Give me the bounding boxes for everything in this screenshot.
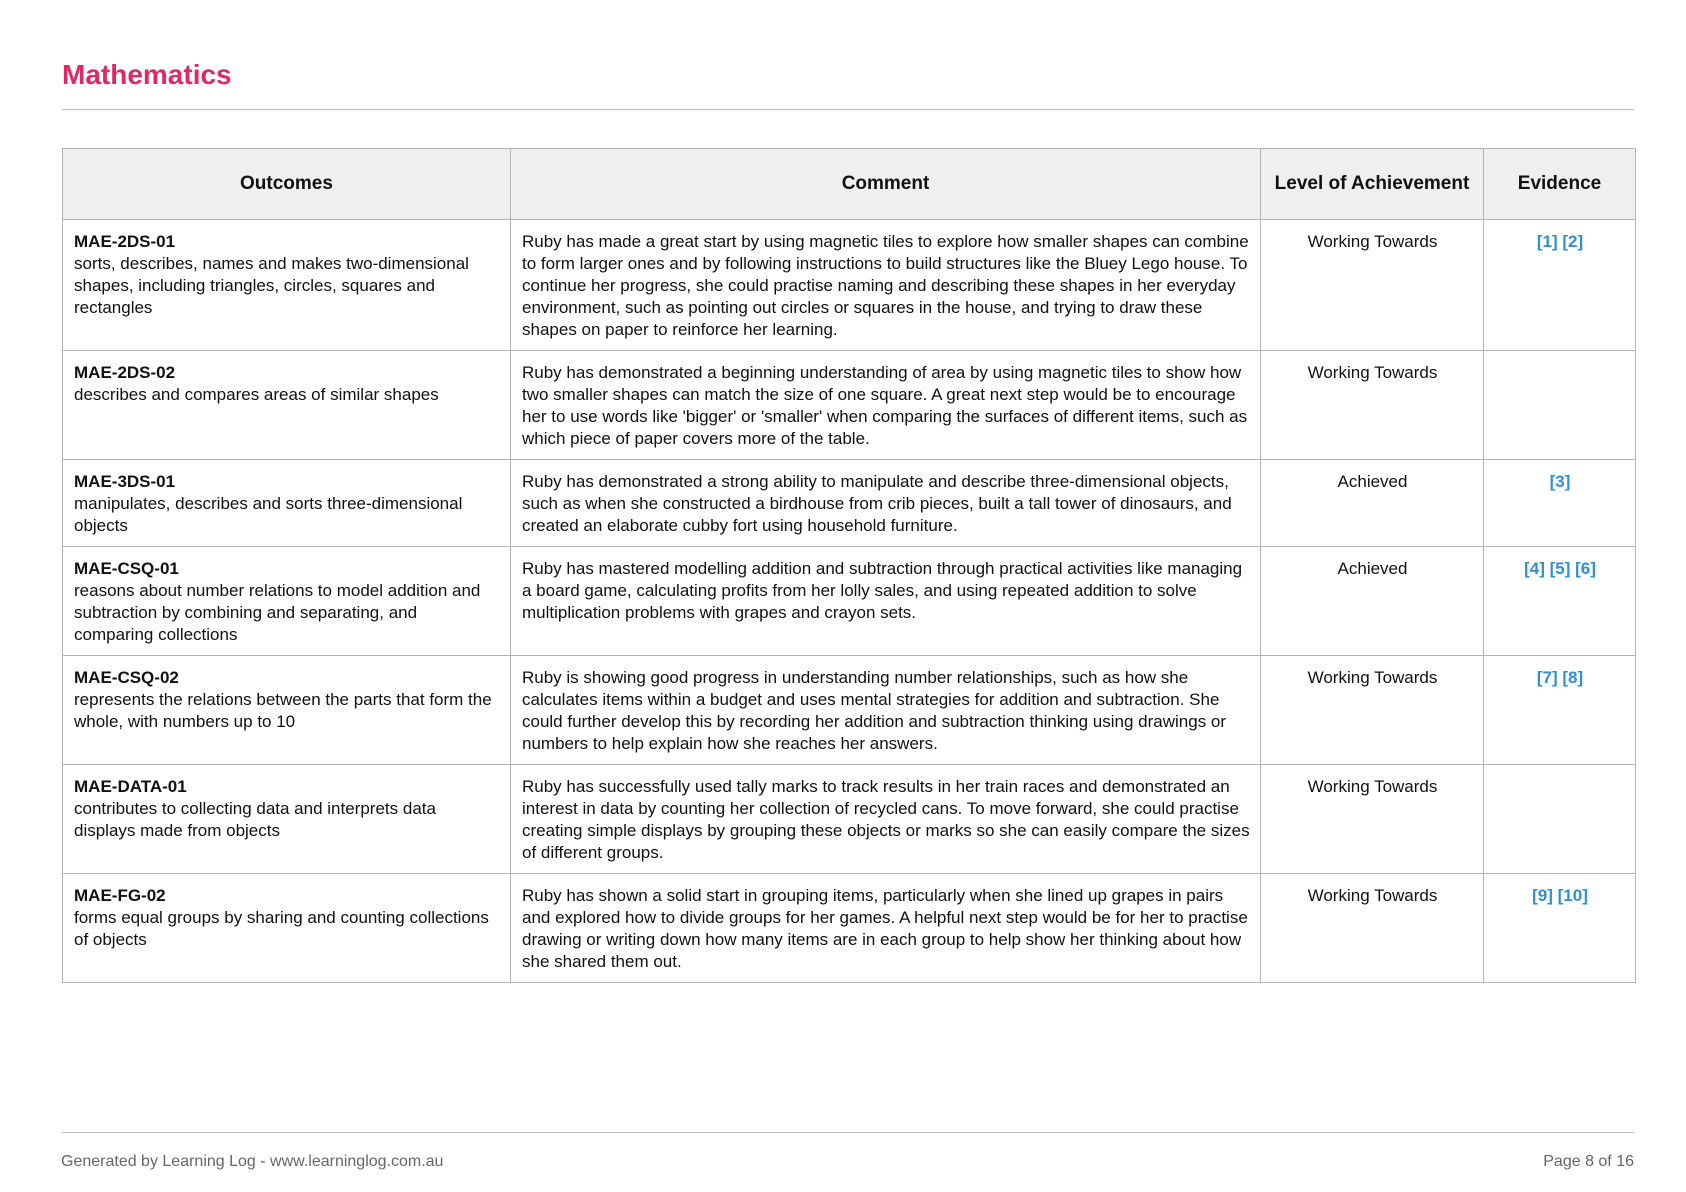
page-title: Mathematics: [62, 59, 232, 90]
evidence-cell: [1484, 351, 1636, 460]
level-of-achievement-cell: Working Towards: [1261, 656, 1484, 765]
outcomes-table: [62, 148, 1636, 983]
evidence-cell: [1484, 874, 1636, 983]
evidence-cell: [1484, 220, 1636, 351]
evidence-link[interactable]: [2]: [1562, 232, 1584, 251]
evidence-link[interactable]: [1]: [1536, 232, 1558, 251]
comment-cell: Ruby has made a great start by using magnetic tiles to explore how smaller shapes can combine to form larger ones and by following instructions to build structures like the Bluey Lego house. To continue her progress, she could practise naming and describing these shapes in her everyday environment, such as pointing out circles or squares in the house, and trying to draw these shapes on paper to reinforce her learning.: [511, 220, 1261, 351]
evidence-link[interactable]: [4]: [1524, 559, 1545, 578]
level-of-achievement-cell: Achieved: [1261, 460, 1484, 547]
footer-divider: [62, 1132, 1634, 1133]
evidence-link[interactable]: [7]: [1536, 668, 1558, 687]
table-row: [63, 220, 1636, 351]
comment-cell: Ruby is showing good progress in understanding number relationships, such as how she calculates items within a budget and uses mental strategies for addition and subtraction. She could further develop this by recording her addition and subtraction thinking using drawings or numbers to help explain how she reaches her answers.: [511, 656, 1261, 765]
outcome-code: MAE-3DS-01: [74, 472, 176, 491]
outcome-description: describes and compares areas of similar shapes: [74, 385, 439, 404]
level-of-achievement-cell: Working Towards: [1261, 220, 1484, 351]
table-row: [63, 765, 1636, 874]
evidence-link[interactable]: [10]: [1557, 886, 1588, 905]
level-of-achievement-cell: Working Towards: [1261, 874, 1484, 983]
evidence-link[interactable]: [6]: [1575, 559, 1596, 578]
outcome-cell: [63, 547, 511, 656]
outcome-code: MAE-2DS-02: [74, 363, 176, 382]
evidence-cell: [1484, 460, 1636, 547]
outcome-code: MAE-CSQ-02: [74, 668, 179, 687]
outcome-description: reasons about number relations to model addition and subtraction by combining and separating, and comparing collections: [74, 581, 481, 644]
header-outcomes: Outcomes: [63, 149, 511, 220]
outcome-cell: [63, 460, 511, 547]
outcome-code: MAE-DATA-01: [74, 777, 187, 796]
evidence-cell: [1484, 656, 1636, 765]
header-level-of-achievement: Level of Achievement: [1261, 149, 1484, 220]
outcome-cell: [63, 351, 511, 460]
outcome-code: MAE-2DS-01: [74, 232, 176, 251]
level-of-achievement-cell: Achieved: [1261, 547, 1484, 656]
comment-cell: Ruby has demonstrated a strong ability to manipulate and describe three-dimensional objects, such as when she constructed a birdhouse from crib pieces, built a tall tower of dinosaurs, and created an elaborate cubby fort using household furniture.: [511, 460, 1261, 547]
outcome-cell: [63, 874, 511, 983]
comment-cell: Ruby has successfully used tally marks to track results in her train races and demonstrated an interest in data by counting her collection of recycled cans. To move forward, she could practise creating simple displays by grouping these objects or marks so she can easily compare the sizes of different groups.: [511, 765, 1261, 874]
evidence-cell: [1484, 547, 1636, 656]
table-row: [63, 547, 1636, 656]
level-of-achievement-cell: Working Towards: [1261, 765, 1484, 874]
evidence-link[interactable]: [8]: [1562, 668, 1584, 687]
header-comment: Comment: [511, 149, 1261, 220]
outcome-description: sorts, describes, names and makes two-dimensional shapes, including triangles, circles, squares and rectangles: [74, 254, 469, 317]
table-header-row: [63, 149, 1636, 220]
outcome-description: contributes to collecting data and interprets data displays made from objects: [74, 799, 436, 840]
table-row: [63, 351, 1636, 460]
table-row: [63, 656, 1636, 765]
comment-cell: Ruby has demonstrated a beginning understanding of area by using magnetic tiles to show how two smaller shapes can match the size of one square. A great next step would be to encourage her to use words like 'bigger' or 'smaller' when comparing the surfaces of different items, such as which piece of paper covers more of the table.: [511, 351, 1261, 460]
comment-cell: Ruby has mastered modelling addition and subtraction through practical activities like managing a board game, calculating profits from her lolly sales, and using repeated addition to solve multiplication problems with grapes and crayon sets.: [511, 547, 1261, 656]
footer-page-number: Page 8 of 16: [1543, 1153, 1634, 1170]
evidence-link[interactable]: [3]: [1549, 472, 1571, 491]
comment-cell: Ruby has shown a solid start in grouping items, particularly when she lined up grapes in pairs and explored how to divide groups for her games. A helpful next step would be for her to practise drawing or writing down how many items are in each group to help show her thinking about how she shared them out.: [511, 874, 1261, 983]
outcome-description: manipulates, describes and sorts three-dimensional objects: [74, 494, 463, 535]
outcome-description: represents the relations between the parts that form the whole, with numbers up to 10: [74, 690, 492, 731]
evidence-link[interactable]: [5]: [1549, 559, 1571, 578]
table-row: [63, 874, 1636, 983]
level-of-achievement-cell: Working Towards: [1261, 351, 1484, 460]
outcome-code: MAE-CSQ-01: [74, 559, 179, 578]
table-row: [63, 460, 1636, 547]
outcomes-table-body: [63, 220, 1636, 983]
outcome-description: forms equal groups by sharing and counting collections of objects: [74, 908, 489, 949]
evidence-link[interactable]: [9]: [1532, 886, 1553, 905]
outcome-cell: [63, 220, 511, 351]
title-divider: [62, 109, 1634, 110]
evidence-cell: [1484, 765, 1636, 874]
header-evidence: Evidence: [1484, 149, 1636, 220]
outcome-cell: [63, 765, 511, 874]
outcome-code: MAE-FG-02: [74, 886, 166, 905]
outcome-cell: [63, 656, 511, 765]
footer-generated-by: Generated by Learning Log - www.learninglog.com.au: [61, 1153, 444, 1170]
